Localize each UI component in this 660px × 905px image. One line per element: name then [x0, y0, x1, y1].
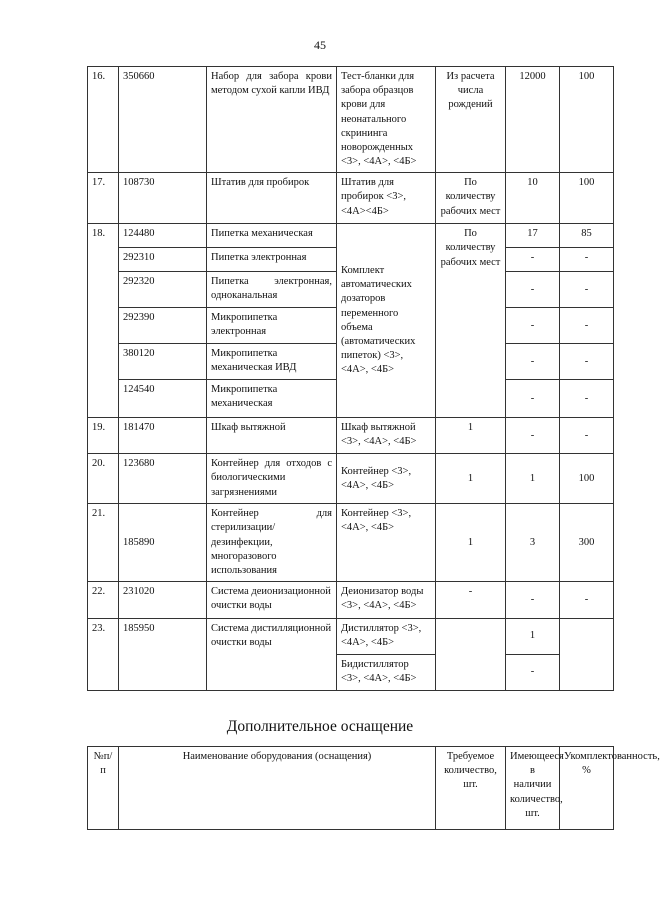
completeness-percent: 300 — [560, 504, 614, 582]
available-quantity: - — [506, 248, 560, 272]
available-quantity: - — [506, 308, 560, 344]
available-quantity: 1 — [506, 619, 560, 655]
additional-equipment-table — [87, 746, 660, 830]
equipment-name: Набор для забора крови методом сухой капли ИВД — [207, 67, 337, 173]
completeness-percent: 85 — [560, 224, 614, 248]
equipment-composition: Комплект автоматических дозаторов переменного объема (автоматических пипеток) <3>, <4А>, <4Б> — [337, 224, 436, 418]
required-quantity: По количеству рабочих мест — [436, 173, 506, 224]
equipment-composition: Контейнер <3>, <4А>, <4Б> — [337, 504, 436, 582]
completeness-percent: - — [560, 380, 614, 418]
table-header-row — [88, 747, 614, 830]
row-number: 17. — [88, 173, 119, 224]
equipment-name: Пипетка механическая — [207, 224, 337, 248]
equipment-code: 185950 — [119, 619, 207, 691]
table-row — [88, 454, 614, 504]
equipment-code: 292310 — [119, 248, 207, 272]
equipment-name: Система дистилляционной очистки воды — [207, 619, 337, 691]
required-quantity: По количеству рабочих мест — [436, 224, 506, 418]
equipment-name: Шкаф вытяжной — [207, 418, 337, 454]
equipment-code: 108730 — [119, 173, 207, 224]
table-row — [88, 619, 614, 655]
equipment-name: Штатив для пробирок — [207, 173, 337, 224]
equipment-table — [87, 66, 614, 691]
equipment-code: 123680 — [119, 454, 207, 504]
equipment-composition: Шкаф вытяжной <3>, <4А>, <4Б> — [337, 418, 436, 454]
completeness-percent: 100 — [560, 454, 614, 504]
available-quantity: - — [506, 272, 560, 308]
equipment-composition: Бидистиллятор <3>, <4А>, <4Б> — [337, 655, 436, 691]
column-header-completeness: Укомплектованность, % — [560, 747, 614, 830]
page-number: 45 — [314, 38, 326, 52]
required-quantity: 1 — [436, 418, 506, 454]
completeness-percent: 100 — [560, 67, 614, 173]
column-header-name: Наименование оборудования (оснащения) — [119, 747, 436, 830]
row-number: 16. — [88, 67, 119, 173]
row-number: 23. — [88, 619, 119, 691]
required-quantity: 1 — [436, 504, 506, 582]
completeness-percent: 100 — [560, 173, 614, 224]
available-quantity: - — [506, 582, 560, 619]
column-header-available: Имеющееся в наличии количество, шт. — [506, 747, 560, 830]
equipment-code: 124540 — [119, 380, 207, 418]
equipment-composition: Тест-бланки для забора образцов крови для неонатального скрининга новорожденных <3>, <4А>, <4Б> — [337, 67, 436, 173]
equipment-code: 181470 — [119, 418, 207, 454]
row-number: 22. — [88, 582, 119, 619]
row-number: 19. — [88, 418, 119, 454]
equipment-name: Пипетка электронная — [207, 248, 337, 272]
equipment-composition: Деионизатор воды <3>, <4А>, <4Б> — [337, 582, 436, 619]
table-row — [88, 582, 614, 619]
equipment-code: 292320 — [119, 272, 207, 308]
equipment-name: Пипетка электронная, одноканальная — [207, 272, 337, 308]
equipment-code: 185890 — [119, 504, 207, 582]
table-row — [88, 418, 614, 454]
equipment-name: Микропипетка механическая — [207, 380, 337, 418]
equipment-name: Микропипетка электронная — [207, 308, 337, 344]
equipment-code: 231020 — [119, 582, 207, 619]
completeness-percent: - — [560, 344, 614, 380]
available-quantity: 10 — [506, 173, 560, 224]
column-header-required: Требуемое количество, шт. — [436, 747, 506, 830]
table-row — [88, 67, 614, 173]
required-quantity: Из расчета числа рождений — [436, 67, 506, 173]
completeness-percent: - — [560, 582, 614, 619]
equipment-name: Контейнер для отходов с биологическими загрязнениями — [207, 454, 337, 504]
required-quantity: 1 — [436, 454, 506, 504]
table-row — [88, 224, 614, 248]
column-header-number: №п/п — [88, 747, 119, 830]
row-number: 20. — [88, 454, 119, 504]
available-quantity: 1 — [506, 454, 560, 504]
completeness-percent: - — [560, 308, 614, 344]
row-number: 18. — [88, 224, 119, 418]
available-quantity: - — [506, 418, 560, 454]
equipment-code: 292390 — [119, 308, 207, 344]
available-quantity: - — [506, 344, 560, 380]
required-quantity: - — [436, 582, 506, 619]
completeness-percent: - — [560, 272, 614, 308]
equipment-code: 124480 — [119, 224, 207, 248]
equipment-composition: Контейнер <3>, <4А>, <4Б> — [337, 454, 436, 504]
row-number: 21. — [88, 504, 119, 582]
table-row — [88, 504, 614, 582]
available-quantity: 12000 — [506, 67, 560, 173]
completeness-percent: - — [560, 248, 614, 272]
available-quantity: 3 — [506, 504, 560, 582]
equipment-code: 380120 — [119, 344, 207, 380]
equipment-name: Контейнер для стерилизации/дезинфекции, многоразового использования — [207, 504, 337, 582]
equipment-name: Система деионизационной очистки воды — [207, 582, 337, 619]
equipment-name: Микропипетка механическая ИВД — [207, 344, 337, 380]
equipment-composition: Дистиллятор <3>, <4А>, <4Б> — [337, 619, 436, 655]
available-quantity: - — [506, 380, 560, 418]
available-quantity: - — [506, 655, 560, 691]
equipment-code: 350660 — [119, 67, 207, 173]
completeness-percent: - — [560, 418, 614, 454]
equipment-composition: Штатив для пробирок <3>, <4А><4Б> — [337, 173, 436, 224]
available-quantity: 17 — [506, 224, 560, 248]
table-row — [88, 173, 614, 224]
section-title: Дополнительное оснащение — [226, 718, 414, 735]
